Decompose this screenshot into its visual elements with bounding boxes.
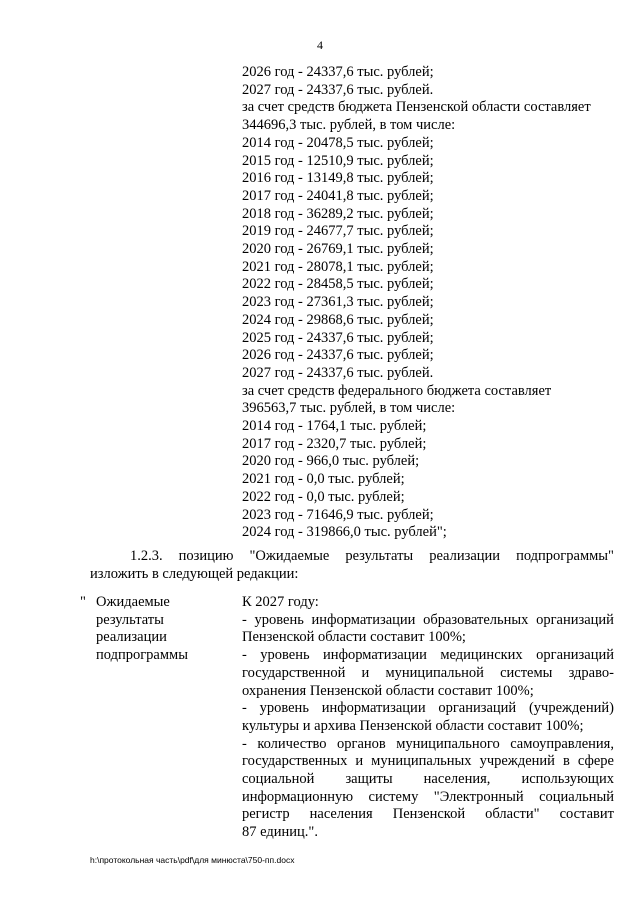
file-path-footer: h:\протокольная часть\pdf\для минюста\750-пп.docx (90, 855, 295, 865)
position-value-word: государственных (242, 753, 348, 770)
position-value-word: муниципальных (371, 753, 472, 770)
position-value-line (242, 665, 614, 683)
funding-line: за счет средств бюджета Пензенской области составляет (242, 99, 591, 116)
funding-line: 2015 год - 12510,9 тыс. рублей; (242, 152, 434, 169)
position-value-word: (учреждений) (528, 700, 614, 717)
position-value-word: муниципальной (385, 664, 484, 681)
funding-line: 2023 год - 71646,9 тыс. рублей; (242, 506, 434, 523)
position-value-word: культуры и архива Пензенской области составит 100%; (242, 717, 584, 734)
item-intro-line-2: изложить в следующей редакции: (90, 565, 299, 582)
position-value-word: регистр (242, 806, 290, 823)
item-intro-word: реализации (429, 548, 501, 564)
position-value-word: составит (559, 806, 614, 823)
position-value-word: здраво- (568, 664, 614, 681)
position-value-word: информатизации (323, 647, 427, 664)
funding-line: 2014 год - 20478,5 тыс. рублей; (242, 134, 434, 151)
position-value-word: К 2027 году: (242, 594, 319, 610)
funding-line: 2020 год - 26769,1 тыс. рублей; (242, 241, 434, 258)
position-value-word: и (361, 664, 370, 681)
position-value-word: уровень (260, 647, 310, 664)
funding-line: 2026 год - 24337,6 тыс. рублей; (242, 347, 434, 364)
position-value (242, 594, 614, 842)
position-value-line (242, 824, 614, 842)
position-label-line: реализации (96, 629, 167, 646)
position-value-word: 87 единиц.". (242, 824, 318, 841)
position-value-line (242, 718, 614, 736)
position-value-word: использующих (521, 771, 614, 788)
position-value-word: сфере (577, 753, 614, 770)
position-value-word: и (355, 753, 364, 770)
position-value-word: муниципального (396, 735, 500, 752)
position-value-word: населения, (423, 771, 491, 788)
position-value-line (242, 789, 614, 807)
position-value-word: области" (485, 806, 540, 823)
funding-line: 2027 год - 24337,6 тыс. рублей. (242, 364, 434, 381)
position-value-word: в (562, 753, 570, 770)
position-value-word: уровень (259, 700, 309, 717)
funding-line: 2017 год - 24041,8 тыс. рублей; (242, 187, 434, 204)
position-value-line (242, 753, 614, 771)
item-intro-word: "Ожидаемые (249, 548, 330, 564)
position-value-word: "Электронный (433, 788, 524, 805)
position-value-line (242, 683, 614, 701)
position-value-word: количество (257, 735, 327, 752)
position-value-word: уровень (254, 611, 304, 628)
position-value-word: информатизации (321, 700, 426, 717)
position-value-word: самоуправления, (510, 735, 614, 752)
funding-line: 2016 год - 13149,8 тыс. рублей; (242, 170, 434, 187)
position-value-word: информационную (242, 788, 354, 805)
position-label-line: подпрограммы (96, 647, 188, 664)
position-value-word: защиты (345, 771, 393, 788)
item-intro-line-1 (90, 548, 614, 566)
opening-quote-mark: " (80, 594, 86, 610)
position-value-word: Пензенской (392, 806, 466, 823)
position-value-word: - (242, 647, 247, 664)
position-value-line (242, 806, 614, 824)
funding-line: 2022 год - 0,0 тыс. рублей; (242, 488, 405, 505)
position-value-word: Пензенской области составит 100%; (242, 629, 466, 646)
funding-line: 2023 год - 27361,3 тыс. рублей; (242, 294, 434, 311)
funding-line: 2024 год - 29868,6 тыс. рублей; (242, 311, 434, 328)
item-intro-word: результаты (345, 548, 414, 564)
position-value-word: организаций (438, 700, 517, 717)
funding-line: 2017 год - 2320,7 тыс. рублей; (242, 435, 427, 452)
position-value-word: информатизации (311, 611, 416, 628)
position-value-word: органов (337, 735, 386, 752)
funding-line: 2024 год - 319866,0 тыс. рублей"; (242, 524, 447, 541)
position-value-line (242, 771, 614, 789)
position-value-line (242, 647, 614, 665)
position-value-word: организаций (536, 611, 614, 628)
item-intro-word: подпрограммы" (516, 548, 614, 564)
funding-line: 344696,3 тыс. рублей, в том числе: (242, 117, 456, 134)
position-value-word: - (242, 700, 247, 717)
funding-line: 2027 год - 24337,6 тыс. рублей. (242, 81, 434, 98)
funding-line: 2019 год - 24677,7 тыс. рублей; (242, 223, 434, 240)
position-value-line (242, 700, 614, 718)
funding-line: 2026 год - 24337,6 тыс. рублей; (242, 64, 434, 80)
position-label (96, 594, 216, 665)
position-value-word: социальной (242, 771, 315, 788)
funding-line: 2022 год - 28458,5 тыс. рублей; (242, 276, 434, 293)
funding-line: 2018 год - 36289,2 тыс. рублей; (242, 205, 434, 222)
funding-line: 2021 год - 28078,1 тыс. рублей; (242, 258, 434, 275)
funding-line: за счет средств федерального бюджета составляет (242, 382, 552, 399)
position-value-word: медицинских (440, 647, 523, 664)
funding-line: 2025 год - 24337,6 тыс. рублей; (242, 329, 434, 346)
position-value-word: организаций (536, 647, 614, 664)
position-value-word: охранения Пензенской области составит 100%; (242, 682, 534, 699)
position-value-word: населения (309, 806, 373, 823)
funding-line: 2021 год - 0,0 тыс. рублей; (242, 471, 405, 488)
position-value-word: образовательных (423, 611, 529, 628)
position-value-word: учреждений (479, 753, 555, 770)
page-number: 4 (317, 38, 323, 52)
position-value-word: государственной (242, 664, 346, 681)
funding-line: 2020 год - 966,0 тыс. рублей; (242, 453, 420, 470)
item-intro-word: позицию (178, 548, 234, 564)
funding-list (242, 64, 622, 542)
position-label-line: результаты (96, 611, 164, 628)
position-value-word: систему (368, 788, 419, 805)
position-value-word: системы (500, 664, 553, 681)
position-value-line (242, 594, 614, 612)
position-value-line (242, 736, 614, 754)
funding-line: 396563,7 тыс. рублей, в том числе: (242, 400, 456, 417)
position-value-word: - (242, 611, 247, 628)
funding-line: 2014 год - 1764,1 тыс. рублей; (242, 418, 427, 435)
position-value-word: - (242, 735, 247, 752)
position-value-line (242, 612, 614, 630)
position-label-line: Ожидаемые (96, 594, 170, 610)
position-value-line (242, 629, 614, 647)
item-intro-word: 1.2.3. (130, 548, 163, 564)
item-intro (90, 548, 614, 583)
position-value-word: социальный (539, 788, 614, 805)
